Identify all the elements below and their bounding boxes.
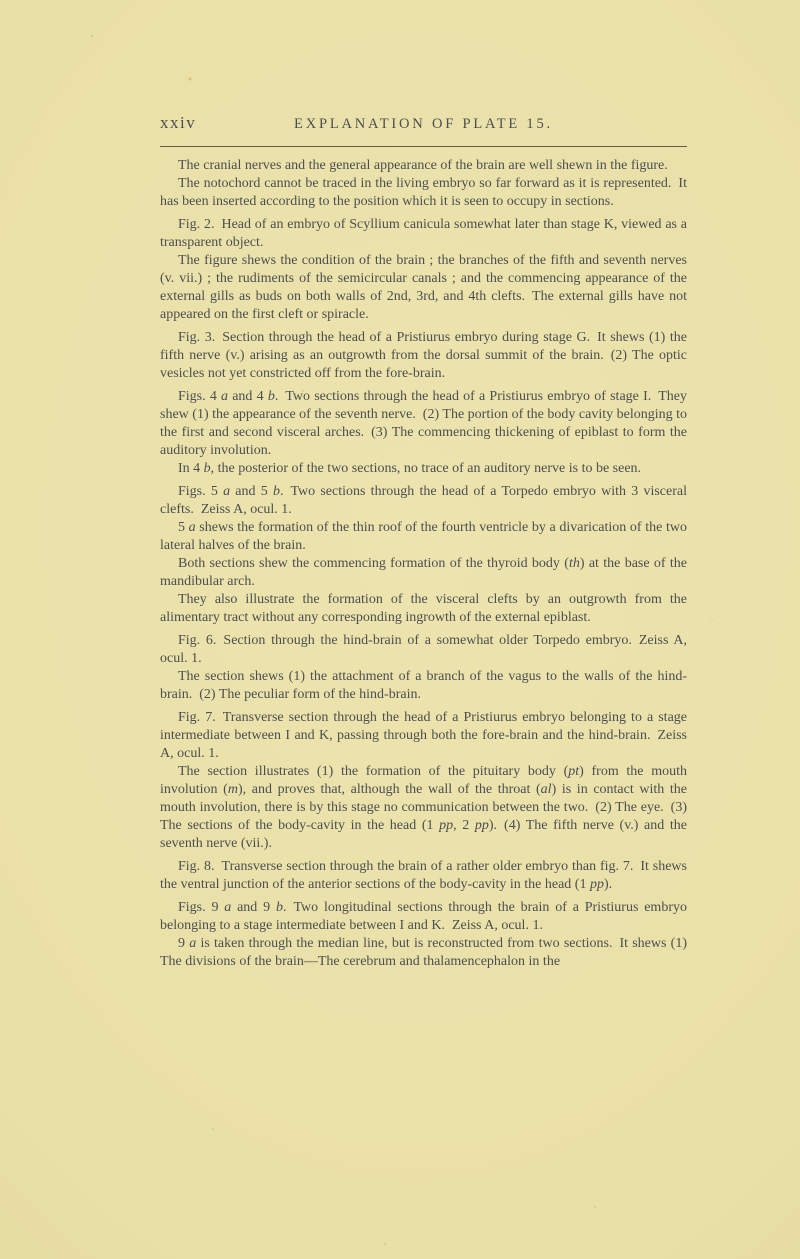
figure-caption-paragraph: Fig. 2. Head of an embryo of Scyllium canicula somewhat later than stage K, viewed as a transparent object. (160, 217, 687, 250)
figure-caption-paragraph: Fig. 8. Transverse section through the brain of a rather older embryo than fig. 7. It shews the ventral junction of the anterior sections of the body-cavity in the head (1 pp). (160, 859, 687, 892)
text-block (160, 112, 687, 971)
figure-caption-paragraph: Fig. 3. Section through the head of a Pristiurus embryo during stage G. It shews (1) the fifth nerve (v.) arising as an outgrowth from the dorsal summit of the brain. (2) The optic vesicles not yet constricted off from the fore-brain. (160, 330, 687, 381)
body-paragraph: 5 a shews the formation of the thin roof of the fourth ventricle by a divarication of the two lateral halves of the brain. (160, 520, 687, 553)
body-paragraph: They also illustrate the formation of the visceral clefts by an outgrowth from the alimentary tract without any corresponding ingrowth of the external epiblast. (160, 592, 687, 625)
body-paragraph: In 4 b, the posterior of the two sections, no trace of an auditory nerve is to be seen. (178, 461, 642, 476)
body-paragraph: Both sections shew the commencing formation of the thyroid body (th) at the base of the mandibular arch. (160, 556, 688, 589)
page-body (160, 157, 687, 971)
body-paragraph: The notochord cannot be traced in the living embryo so far forward as it is represented. It has been inserted according to the position which it is seen to occupy in sections. (160, 176, 687, 209)
header-rule (160, 146, 687, 147)
figure-caption-paragraph: Fig. 7. Transverse section through the head of a Pristiurus embryo belonging to a stage intermediate between I and K, passing through both the fore-brain and the hind-brain. Zeiss A, ocul. 1. (160, 710, 687, 761)
running-title: EXPLANATION OF PLATE 15. (294, 116, 553, 132)
figure-caption-paragraph: Figs. 9 a and 9 b. Two longitudinal sections through the brain of a Pristiurus embryo belonging to a stage intermediate between I and K. Zeiss A, ocul. 1. (160, 900, 687, 933)
figure-caption-paragraph: Fig. 6. Section through the hind-brain of a somewhat older Torpedo embryo. Zeiss A, ocul. 1. (160, 633, 687, 666)
page-header (160, 112, 687, 138)
body-paragraph: 9 a is taken through the median line, but is reconstructed from two sections. It shews (1) The divisions of the brain—The cerebrum and thalamencephalon in the (160, 936, 688, 969)
figure-caption-paragraph: Figs. 4 a and 4 b. Two sections through the head of a Pristiurus embryo of stage I. They shew (1) the appearance of the seventh nerve. (2) The portion of the body cavity belonging to the first and second visceral arches. (3) The commencing thickening of epiblast to form the auditory involution. (160, 389, 687, 458)
body-paragraph: The cranial nerves and the general appearance of the brain are well shewn in the figure. (178, 158, 668, 173)
body-paragraph: The section shews (1) the attachment of a branch of the vagus to the walls of the hind-brain. (2) The peculiar form of the hind-brain. (160, 669, 687, 702)
body-paragraph: The figure shews the condition of the brain ; the branches of the fifth and seventh nerves (v. vii.) ; the rudiments of the semicircular canals ; and the commencing appearance of the external gills as buds on both walls of 2nd, 3rd, and 4th clefts. The external gills have not appeared on the first cleft or spiracle. (160, 253, 687, 322)
body-paragraph: The section illustrates (1) the formation of the pituitary body (pt) from the mouth involution (m), and proves that, although the wall of the throat (al) is in contact with the mouth involution, there is by this stage no communication between the two. (2) The eye. (3) The sections of the body-cavity in the head (1 pp, 2 pp). (4) The fifth nerve (v.) and the seventh nerve (vii.). (160, 764, 687, 851)
page-number-folio: xxiv (160, 113, 197, 132)
figure-caption-paragraph: Figs. 5 a and 5 b. Two sections through the head of a Torpedo embryo with 3 visceral clefts. Zeiss A, ocul. 1. (160, 484, 688, 517)
